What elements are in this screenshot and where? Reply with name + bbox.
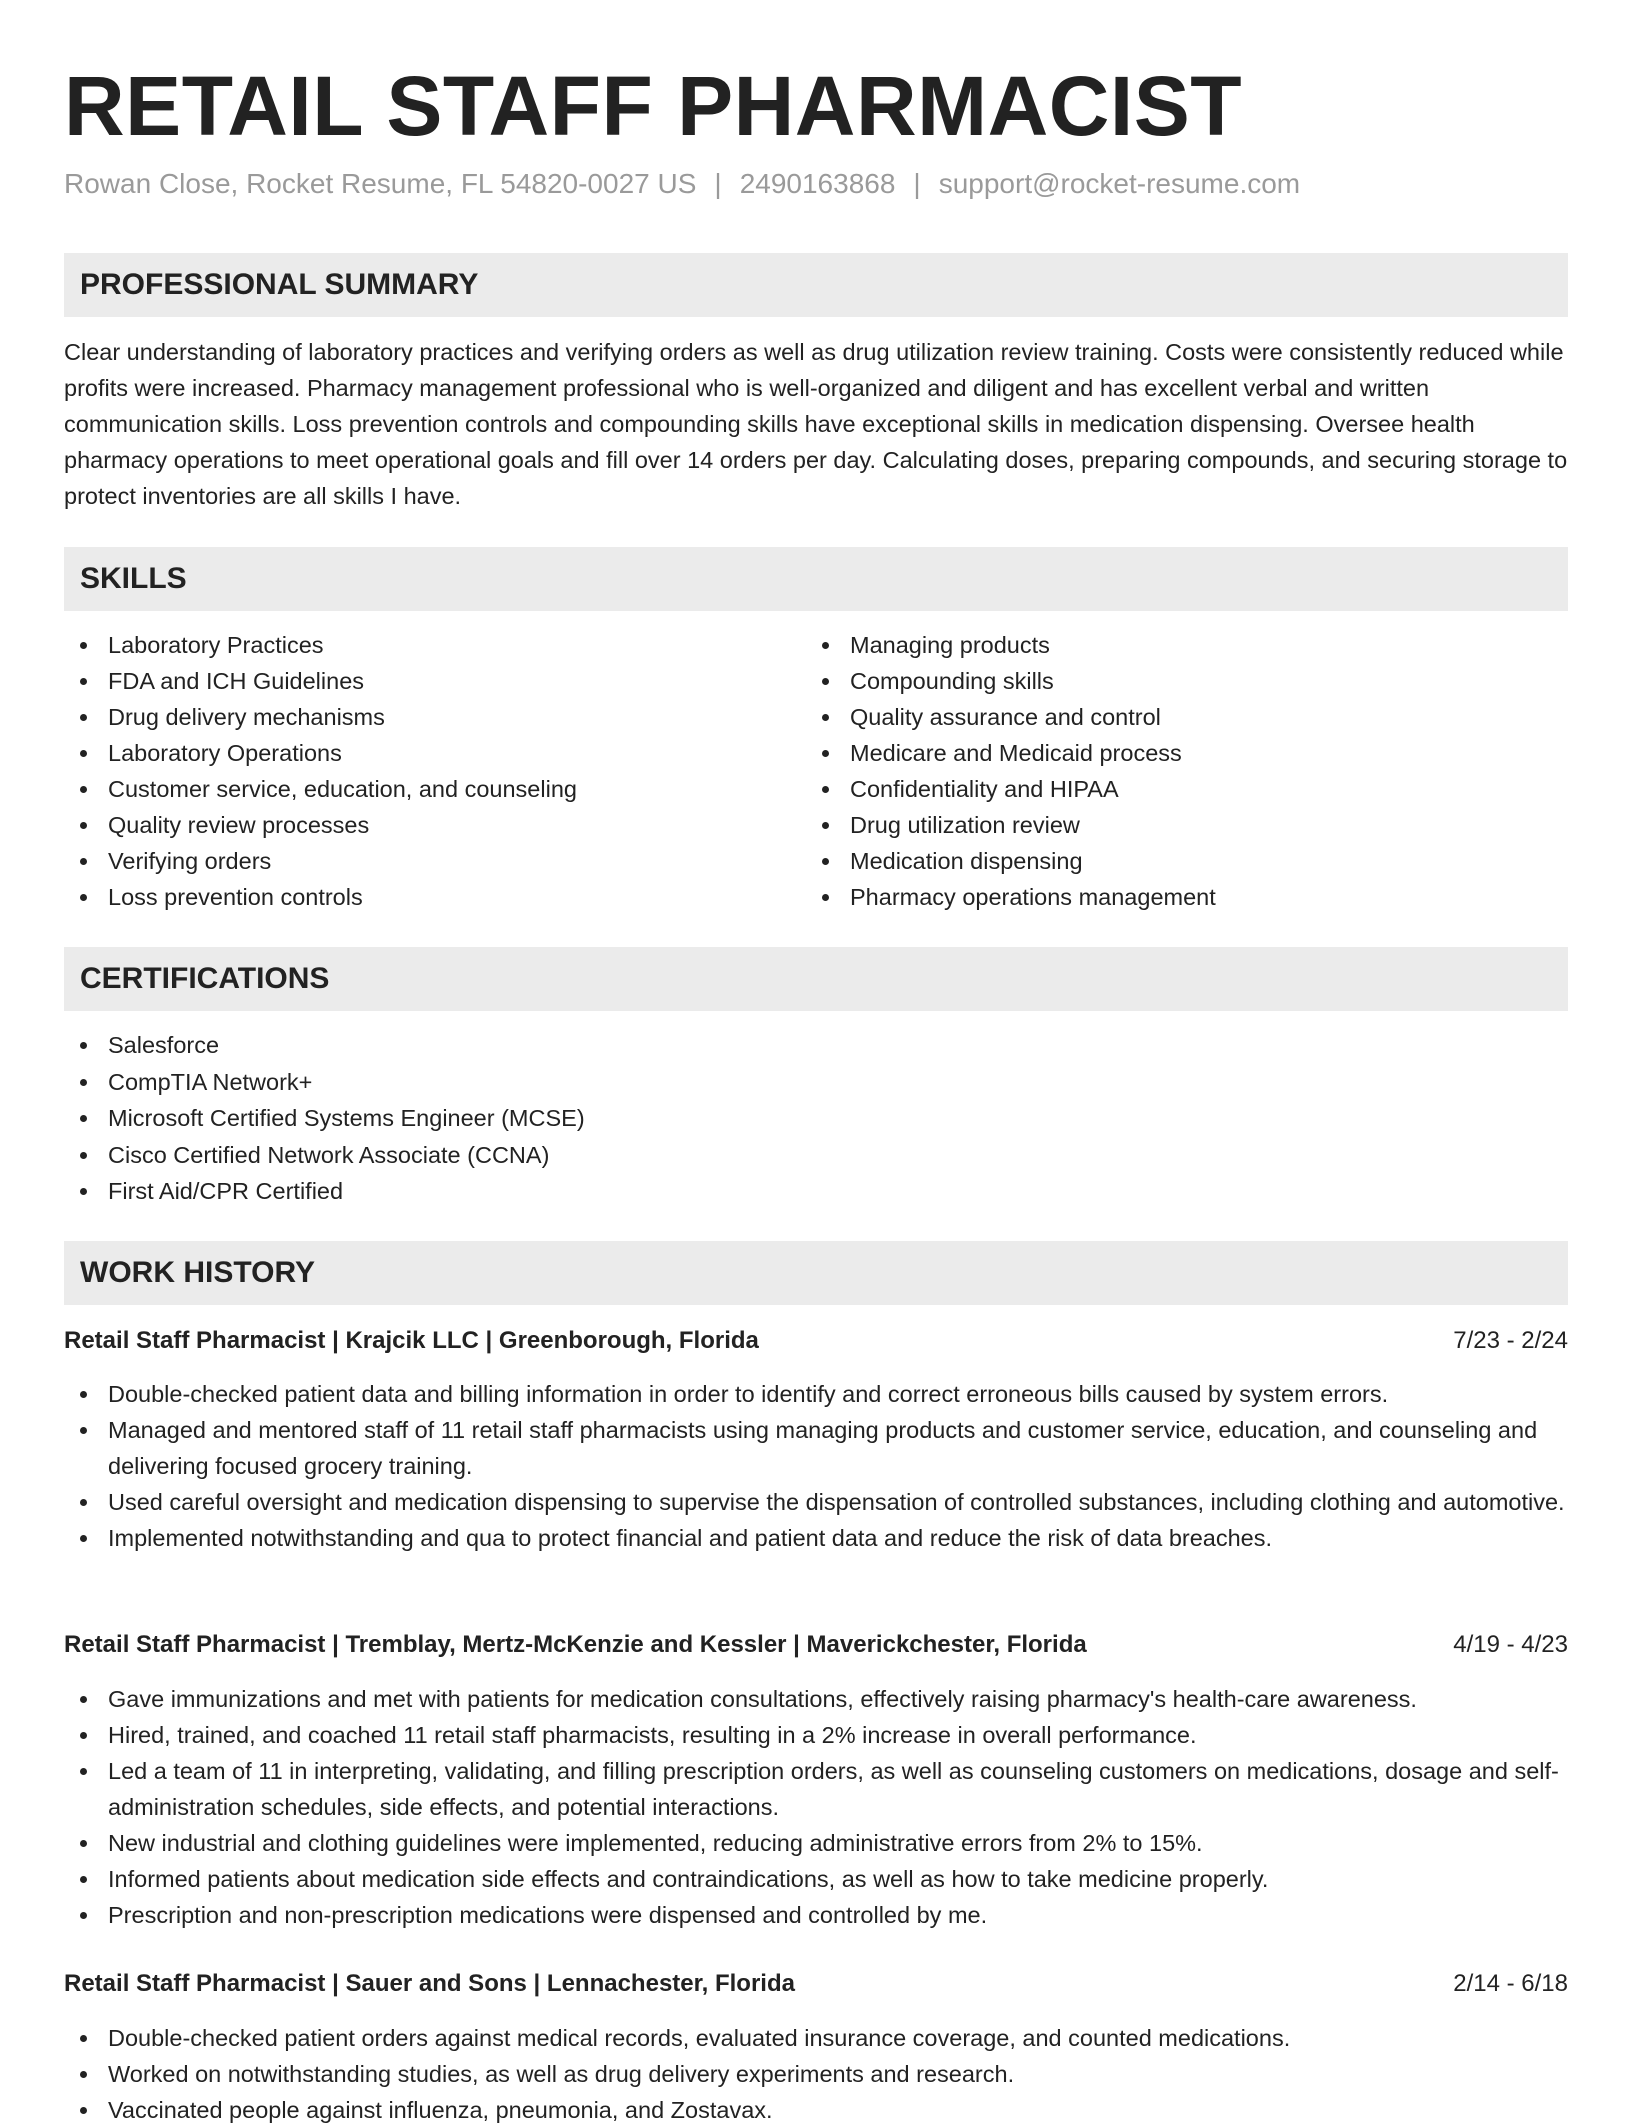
bullet-icon	[822, 714, 829, 721]
job-bullet-text: Used careful oversight and medication dispensing to supervise the dispensation of controlled substances, including clothing and automotive.	[108, 1489, 1565, 1515]
job-bullet	[64, 1861, 1568, 1897]
bullet-icon	[80, 2035, 87, 2042]
skill-item	[806, 699, 1546, 735]
bullet-icon	[80, 1535, 87, 1542]
skill-item	[806, 627, 1546, 663]
bullet-icon	[822, 750, 829, 757]
skill-label: Pharmacy operations management	[850, 884, 1216, 910]
bullet-icon	[80, 822, 87, 829]
bullet-icon	[80, 1696, 87, 1703]
skill-item	[806, 843, 1546, 879]
job-bullet-text: Vaccinated people against influenza, pneumonia, and Zostavax.	[108, 2097, 773, 2123]
skill-label: Managing products	[850, 632, 1050, 658]
job-bullet-text: Double-checked patient orders against medical records, evaluated insurance coverage, and counted medications.	[108, 2025, 1291, 2051]
certifications-list	[64, 1027, 1568, 1210]
bullet-icon	[80, 2107, 87, 2114]
job-bullet	[64, 1897, 1568, 1933]
job-bullet-text: Hired, trained, and coached 11 retail staff pharmacists, resulting in a 2% increase in overall performance.	[108, 1722, 1197, 1748]
job-bullet-list	[64, 1681, 1568, 1933]
certification-item	[64, 1173, 1568, 1210]
skill-label: Drug delivery mechanisms	[108, 704, 385, 730]
bullet-icon	[80, 1042, 87, 1049]
skills-list-left	[64, 627, 804, 915]
job-dates: 7/23 - 2/24	[1453, 1327, 1568, 1354]
bullet-icon	[80, 1188, 87, 1195]
skill-item	[806, 735, 1546, 771]
job-bullets	[64, 1376, 1568, 1556]
skill-item	[64, 879, 804, 915]
skill-label: Drug utilization review	[850, 812, 1080, 838]
skill-label: Confidentiality and HIPAA	[850, 776, 1119, 802]
certification-item	[64, 1100, 1568, 1137]
address: Rowan Close, Rocket Resume, FL 54820-0027 US	[64, 168, 697, 199]
certification-label: Microsoft Certified Systems Engineer (MCSE)	[108, 1105, 585, 1131]
job-bullet-text: New industrial and clothing guidelines were implemented, reducing administrative errors from 2% to 15%.	[108, 1830, 1203, 1856]
bullet-icon	[80, 894, 87, 901]
job-bullet-text: Informed patients about medication side effects and contraindications, as well as how to take medicine properly.	[108, 1866, 1269, 1892]
job-bullet-text: Managed and mentored staff of 11 retail staff pharmacists using managing products and customer service, education, and counseling and delivering focused grocery training.	[108, 1417, 1538, 1479]
bullet-icon	[80, 786, 87, 793]
skill-label: Customer service, education, and counseling	[108, 776, 577, 802]
certification-label: First Aid/CPR Certified	[108, 1178, 344, 1204]
bullet-icon	[822, 642, 829, 649]
job-bullet	[64, 2056, 1568, 2092]
bullet-icon	[80, 1079, 87, 1086]
job-bullet-text: Led a team of 11 in interpreting, validating, and filling prescription orders, as well as counseling customers on medications, dosage and self-administration schedules, side effects, and potential interactions.	[108, 1758, 1559, 1820]
job-bullet	[64, 1520, 1568, 1556]
bullet-icon	[80, 678, 87, 685]
skill-item	[64, 663, 804, 699]
certification-item	[64, 1137, 1568, 1174]
job-bullet-text: Prescription and non-prescription medications were dispensed and controlled by me.	[108, 1902, 988, 1928]
skill-item	[64, 807, 804, 843]
certification-label: Salesforce	[108, 1032, 220, 1058]
certification-item	[64, 1064, 1568, 1101]
contact-line	[64, 166, 1300, 202]
skill-item	[806, 771, 1546, 807]
bullet-icon	[80, 1840, 87, 1847]
skill-label: Laboratory Practices	[108, 632, 324, 658]
bullet-icon	[822, 858, 829, 865]
skill-label: Verifying orders	[108, 848, 272, 874]
skill-item	[806, 663, 1546, 699]
certification-label: Cisco Certified Network Associate (CCNA)	[108, 1141, 550, 1168]
bullet-icon	[80, 1912, 87, 1919]
bullet-icon	[822, 786, 829, 793]
skill-item	[806, 807, 1546, 843]
bullet-icon	[80, 858, 87, 865]
job-bullet	[64, 1825, 1568, 1861]
phone: 2490163868	[739, 168, 896, 199]
job-bullet	[64, 1753, 1568, 1825]
skills-column-right	[806, 627, 1546, 915]
bullet-icon	[80, 1732, 87, 1739]
bullet-icon	[80, 1427, 87, 1434]
bullet-icon	[80, 714, 87, 721]
job-bullet	[64, 1376, 1568, 1412]
bullet-icon	[80, 1115, 87, 1122]
skills-column-left	[64, 627, 804, 915]
email-link[interactable]: support@rocket-resume.com	[938, 168, 1301, 199]
job-bullet	[64, 2092, 1568, 2128]
section-heading-certifications: CERTIFICATIONS	[64, 947, 1568, 1011]
skill-label: Laboratory Operations	[108, 740, 342, 766]
candidate-name: RETAIL STAFF PHARMACIST	[64, 59, 1243, 153]
bullet-icon	[80, 750, 87, 757]
section-heading-summary: PROFESSIONAL SUMMARY	[64, 253, 1568, 317]
skill-label: Medication dispensing	[850, 848, 1083, 874]
skill-item	[64, 735, 804, 771]
job-dates: 2/14 - 6/18	[1453, 1970, 1568, 1997]
skill-label: FDA and ICH Guidelines	[108, 668, 365, 694]
skill-label: Quality review processes	[108, 812, 370, 838]
skills-list-right	[806, 627, 1546, 915]
certification-label: CompTIA Network+	[108, 1068, 313, 1095]
job-title: Retail Staff Pharmacist | Krajcik LLC | Greenborough, Florida	[64, 1327, 759, 1354]
job-title: Retail Staff Pharmacist | Sauer and Sons | Lennachester, Florida	[64, 1970, 795, 1997]
skill-label: Loss prevention controls	[108, 884, 363, 910]
job-bullet-text: Double-checked patient data and billing information in order to identify and correct erroneous bills caused by system errors.	[108, 1381, 1389, 1407]
job-bullet	[64, 1412, 1568, 1484]
bullet-icon	[80, 2071, 87, 2078]
section-heading-skills: SKILLS	[64, 547, 1568, 611]
skill-item	[64, 771, 804, 807]
job-bullet-text: Worked on notwithstanding studies, as well as drug delivery experiments and research.	[108, 2061, 1015, 2087]
skill-item	[64, 843, 804, 879]
skill-label: Compounding skills	[850, 668, 1054, 694]
bullet-icon	[80, 1499, 87, 1506]
bullet-icon	[822, 678, 829, 685]
job-dates: 4/19 - 4/23	[1453, 1631, 1568, 1658]
job-bullet	[64, 1484, 1568, 1520]
job-title: Retail Staff Pharmacist | Tremblay, Mertz-McKenzie and Kessler | Maverickchester, Florida	[64, 1631, 1087, 1658]
summary-text: Clear understanding of laboratory practices and verifying orders as well as drug utilization review training. Costs were consistently reduced while profits were increased. Pharmacy management professional who is well-organized and diligent and has excellent verbal and written communication skills. Loss prevention controls and compounding skills have exceptional skills in medication dispensing. Oversee health pharmacy operations to meet operational goals and fill over 14 orders per day. Calculating doses, preparing compounds, and securing storage to protect inventories are all skills I have.	[64, 339, 1568, 509]
bullet-icon	[80, 1152, 87, 1159]
bullet-icon	[822, 822, 829, 829]
skill-item	[806, 879, 1546, 915]
certifications-block	[64, 1027, 1568, 1210]
bullet-icon	[80, 1876, 87, 1883]
contact-separator: |	[714, 168, 722, 199]
section-heading-work-history: WORK HISTORY	[64, 1241, 1568, 1305]
bullet-icon	[80, 642, 87, 649]
contact-separator: |	[913, 168, 921, 199]
skill-label: Quality assurance and control	[850, 704, 1161, 730]
job-bullet	[64, 1717, 1568, 1753]
job-bullet-list	[64, 1376, 1568, 1556]
job-bullet-text: Implemented notwithstanding and qua to protect financial and patient data and reduce the risk of data breaches.	[108, 1525, 1273, 1551]
job-bullet	[64, 1681, 1568, 1717]
job-bullet-text: Gave immunizations and met with patients for medication consultations, effectively raising pharmacy's health-care awareness.	[108, 1686, 1417, 1712]
bullet-icon	[80, 1768, 87, 1775]
job-bullet	[64, 2020, 1568, 2056]
skill-item	[64, 699, 804, 735]
skill-label: Medicare and Medicaid process	[850, 740, 1182, 766]
job-bullets	[64, 1681, 1568, 1933]
bullet-icon	[822, 894, 829, 901]
skill-item	[64, 627, 804, 663]
certification-item	[64, 1027, 1568, 1064]
bullet-icon	[80, 1391, 87, 1398]
